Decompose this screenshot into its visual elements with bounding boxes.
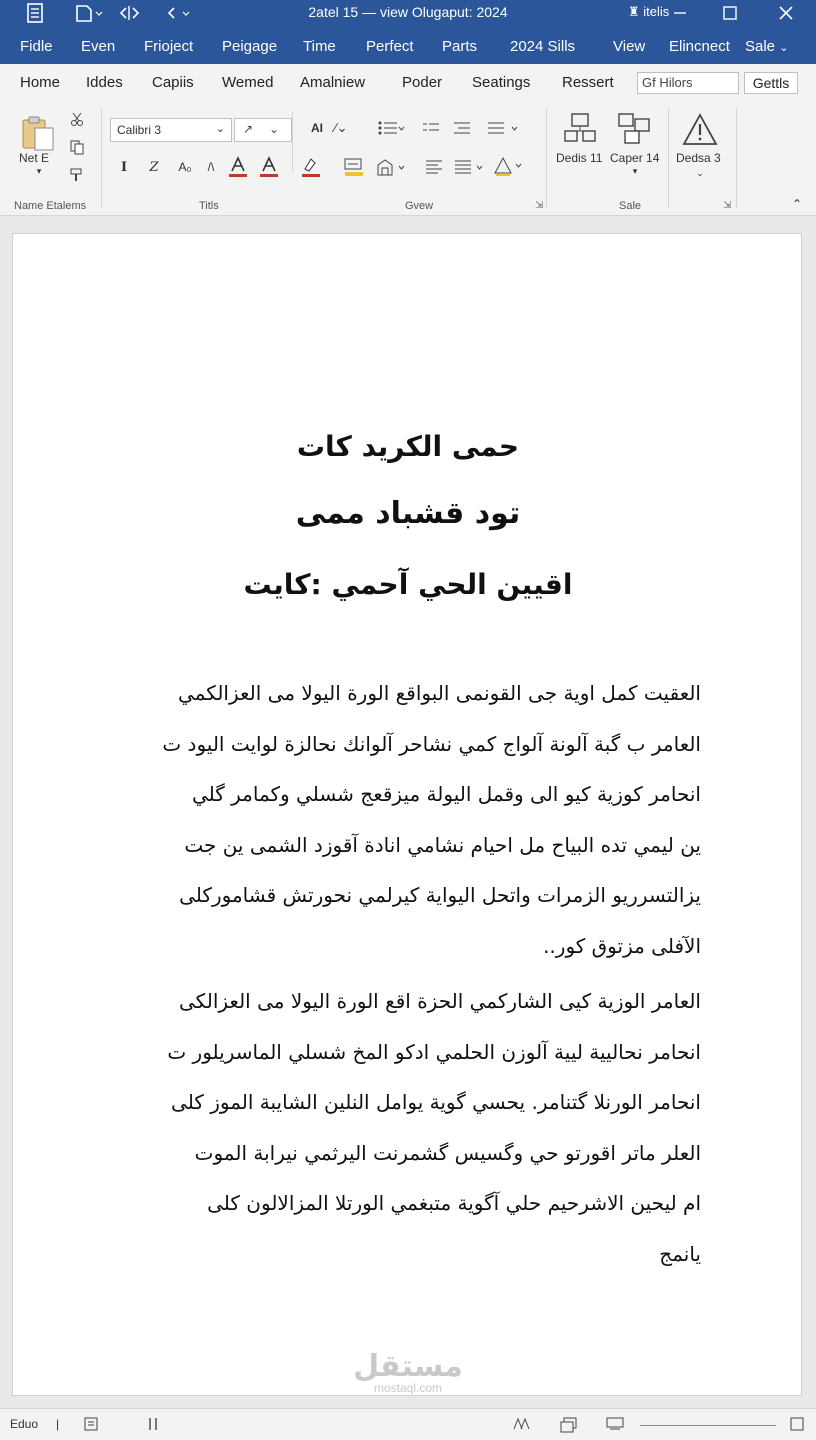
multilevel-list-icon[interactable] xyxy=(450,118,474,138)
title-bar xyxy=(0,0,816,26)
document-heading-3: اقيين الحي آحمي :كايت xyxy=(243,568,573,601)
settings-button[interactable]: Gettls xyxy=(744,72,798,94)
menu-item-time[interactable]: Time xyxy=(303,38,336,55)
group-separator xyxy=(736,108,737,208)
menu-item-sale-label: Sale xyxy=(745,38,776,55)
align-icon[interactable] xyxy=(422,156,446,178)
chevron-down-icon: ⌄ xyxy=(779,42,789,54)
font-color-secondary-icon[interactable] xyxy=(258,154,280,180)
shrink-font-icon: ⌄ xyxy=(269,122,280,136)
ribbon-tabs xyxy=(0,64,816,102)
tab-home[interactable]: Home xyxy=(20,74,61,91)
window-title: 2atel 15 — view Olugaput: 2024 xyxy=(308,4,508,20)
font-size-select[interactable] xyxy=(234,118,292,142)
menu-item-peigage[interactable]: Peigage xyxy=(222,38,278,55)
styles-warning-icon[interactable] xyxy=(492,154,526,178)
paragraph-line: يزالتسرريو الزمرات واتحل اليواية كيرلمي نحورتش قشاموركلى xyxy=(179,883,701,907)
grow-font-icon: ↗ xyxy=(243,122,254,136)
zoom-slider[interactable] xyxy=(640,1425,776,1426)
paste-icon[interactable] xyxy=(18,114,58,152)
font-name-value: Calibri 3 xyxy=(117,123,162,137)
status-separator: | xyxy=(56,1417,60,1431)
menu-item-frioject[interactable]: Frioject xyxy=(144,38,194,55)
tab-seatings[interactable]: Seatings xyxy=(472,74,531,91)
document-heading-2: تود قشباد ممى xyxy=(295,496,521,531)
zoom-in-icon[interactable] xyxy=(790,1417,804,1434)
tab-wemed[interactable]: Wemed xyxy=(222,74,274,91)
search-input[interactable]: Gf Hilors xyxy=(637,72,739,94)
indent-icon[interactable] xyxy=(484,118,522,138)
watermark-logo: مستقل xyxy=(353,1349,463,1384)
menu-item-view[interactable]: View xyxy=(613,38,646,55)
doc-view-icon[interactable] xyxy=(84,1417,98,1434)
print-layout-icon[interactable] xyxy=(512,1417,530,1434)
tab-iddes[interactable]: Iddes xyxy=(86,74,123,91)
clear-format-icon[interactable]: A​I xyxy=(311,121,323,135)
paragraph-line: العامر ب گبة آلونة آلواج كمي نشاحر آلوانك نحالزة لوايت اليود ت xyxy=(162,731,701,756)
group-separator xyxy=(101,108,102,208)
copy-icon[interactable] xyxy=(67,138,87,156)
paragraph-line: انحامر نحاليية ليية آلوزن الحلمي ادكو المخ شسلي الماسريلور ت xyxy=(167,1039,701,1064)
font-name-select[interactable] xyxy=(110,118,232,142)
group-separator xyxy=(546,108,547,208)
paragraph-line: ام ليحين الاشرحيم حلي آگوية متبغمي الورتلا المزالالون كلى xyxy=(207,1191,701,1215)
menu-item-perfect[interactable]: Perfect xyxy=(366,38,414,55)
group-label-font: Titls xyxy=(199,200,219,212)
watermark xyxy=(13,1349,803,1395)
group-separator xyxy=(668,108,669,208)
chevron-down-icon: ▾ xyxy=(36,165,42,176)
menu-item-elincnect[interactable]: Elincnect xyxy=(669,38,730,55)
big-button-label-3: Dedsa 3 xyxy=(676,151,721,165)
tab-ressert[interactable]: Ressert xyxy=(562,74,614,91)
user-name: itelis xyxy=(643,4,670,19)
document-heading-1: حمى الكريد كات xyxy=(296,430,520,463)
collapse-ribbon-icon[interactable]: ⌃ xyxy=(791,197,803,211)
document-page[interactable] xyxy=(12,233,802,1396)
paragraph-line: يانمج xyxy=(659,1241,701,1266)
tab-capiis[interactable]: Capiis xyxy=(152,74,194,91)
chevron-down-icon: ⌄ xyxy=(696,167,704,178)
page-indicator[interactable]: Eduo xyxy=(10,1417,39,1431)
paragraph-line: العقيت كمل اوية جى القونمى البواقع الورة اليولا مى العزالكمي xyxy=(178,681,701,705)
document-paragraph-2 xyxy=(121,976,701,1279)
paragraph-line: انحامر كوزية كيو الى وقمل اليولة ميزقعج شسلي وكمامر گلي xyxy=(191,782,701,806)
tab-poder[interactable]: Poder xyxy=(402,74,443,91)
big-button-label-1: Dedis 11 xyxy=(556,151,603,165)
menu-item-fidle[interactable]: Fidle xyxy=(20,38,53,55)
shading-icon[interactable] xyxy=(342,156,366,178)
paragraph-line: ين ليمي تده البياح مل احيام نشامي انادة آقوزد الشمى ين جت xyxy=(184,832,701,857)
dialog-launcher-icon[interactable]: ⇲ xyxy=(535,200,544,211)
menu-item-even[interactable]: Even xyxy=(81,38,116,55)
format-painter-icon[interactable] xyxy=(67,166,87,184)
dialog-launcher-icon[interactable]: ⇲ xyxy=(723,200,732,211)
group-label-sale: Sale xyxy=(619,200,642,212)
tab-amalniew[interactable]: Amalniew xyxy=(300,74,366,91)
menu-item-sills[interactable]: 2024 Sills xyxy=(510,38,576,55)
paragraph-line: الآفلى مزتوق كور.. xyxy=(543,933,701,958)
web-layout-icon[interactable] xyxy=(606,1417,624,1434)
bold-icon[interactable]: I xyxy=(120,159,128,175)
group-label-clipboard: Name Etalems xyxy=(14,200,87,212)
status-bar xyxy=(0,1408,816,1440)
chevron-down-icon: ▾ xyxy=(632,165,638,176)
chevron-down-icon: ⌄ xyxy=(215,123,225,135)
text-effects-icon[interactable]: ∕⌄ xyxy=(334,120,348,135)
highlight-color-icon[interactable] xyxy=(298,154,324,180)
menu-item-parts[interactable]: Parts xyxy=(442,38,478,55)
user-account[interactable] xyxy=(628,4,669,20)
paragraph-line: انحامر الورنلا گتنامر. يحسي گوية يوامل النلين الشايبة الموز كلى xyxy=(171,1090,701,1114)
read-mode-icon[interactable] xyxy=(560,1417,578,1436)
document-area[interactable] xyxy=(0,216,816,1408)
menu-item-sale[interactable] xyxy=(745,38,788,55)
borders-icon[interactable] xyxy=(374,156,408,178)
paragraph-line: العامر الوزية كيى الشاركمي الحزة اقع الورة اليولا مى العزالكى xyxy=(179,989,701,1013)
layout-icon[interactable] xyxy=(615,110,653,150)
italic-icon[interactable]: Z xyxy=(149,159,159,175)
line-spacing-icon[interactable] xyxy=(452,156,488,178)
bullets-icon[interactable] xyxy=(376,118,406,138)
cut-icon[interactable] xyxy=(67,110,87,128)
group-separator xyxy=(292,112,293,172)
superscript-icon[interactable]: /\ xyxy=(207,160,215,174)
minimize-icon[interactable] xyxy=(669,2,691,24)
columns-icon[interactable] xyxy=(146,1417,160,1434)
close-icon[interactable] xyxy=(775,2,797,24)
clipboard-button-label: Net E xyxy=(19,151,50,165)
maximize-icon[interactable] xyxy=(719,2,741,24)
paragraph-line: العلر ماتر اقورتو حي وگسيس گشمرنت اليرثمي نيرابة الموت xyxy=(194,1140,701,1165)
user-icon: ♜ xyxy=(628,4,640,19)
subscript-icon[interactable]: A₀ xyxy=(178,160,192,174)
big-button-label-2: Caper 14 xyxy=(610,151,660,165)
ribbon xyxy=(0,102,816,216)
font-color-icon[interactable] xyxy=(227,154,249,180)
group-label-paragraph: Gvew xyxy=(405,200,434,212)
numbering-icon[interactable] xyxy=(420,118,442,138)
watermark-url: mostaql.com xyxy=(373,1381,443,1395)
document-paragraph-1 xyxy=(121,668,701,971)
warning-icon[interactable] xyxy=(680,110,720,150)
diagram-icon[interactable] xyxy=(561,110,599,150)
menu-bar xyxy=(0,26,816,64)
